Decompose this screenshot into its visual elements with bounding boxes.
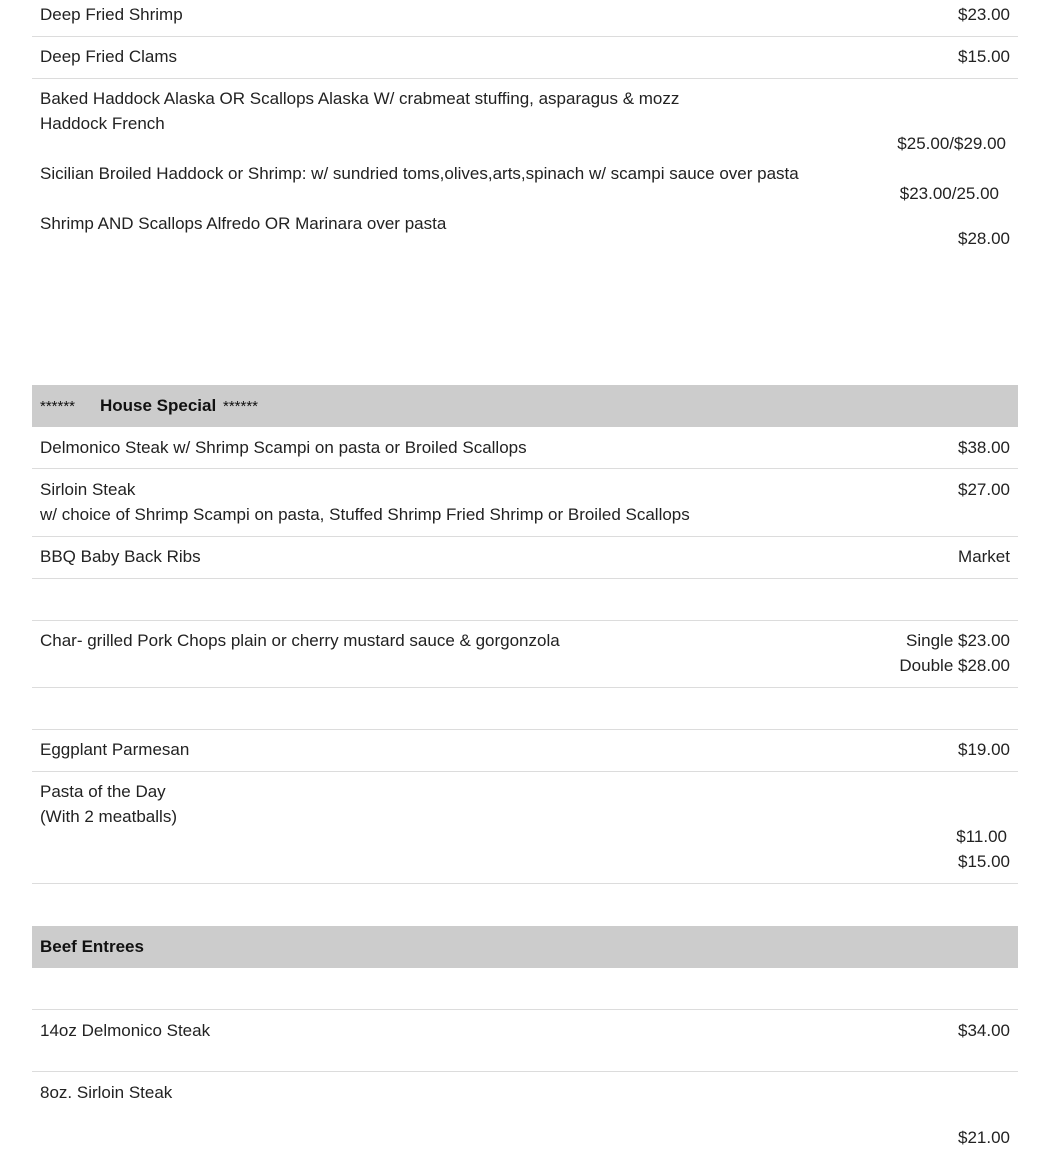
menu-item-eggplant: [32, 730, 1018, 772]
item-price: $34.00: [958, 1021, 1010, 1040]
menu-item-delmonico-14oz: [32, 1010, 1018, 1072]
menu-item-deep-fried-shrimp: [32, 0, 1018, 37]
item-price: $28.00: [958, 229, 1010, 248]
section-header-house-special: [32, 385, 1018, 427]
menu-item-delmonico-scampi: [32, 427, 1018, 469]
decorative-stars: ******: [223, 398, 259, 415]
item-price: $15.00: [958, 47, 1010, 66]
item-price: $11.00: [956, 827, 1007, 846]
empty-row: [32, 968, 1018, 1010]
item-name: Shrimp AND Scallops Alfredo OR Marinara over pasta: [40, 214, 447, 233]
menu-item-deep-fried-clams: [32, 37, 1018, 79]
item-price-double: Double $28.00: [899, 656, 1010, 675]
item-price: $23.00/25.00: [899, 184, 999, 203]
section-title: Beef Entrees: [40, 937, 144, 956]
item-name: Deep Fried Shrimp: [40, 5, 183, 24]
item-detail: w/ choice of Shrimp Scampi on pasta, Stuffed Shrimp Fried Shrimp or Broiled Scallops: [40, 505, 690, 524]
item-name: Sirloin Steak: [40, 480, 136, 499]
item-name: 14oz Delmonico Steak: [40, 1021, 211, 1040]
menu-item-pasta-of-day: [32, 772, 1018, 884]
section-title: House Special: [100, 396, 217, 415]
item-price: $21.00: [958, 1128, 1010, 1147]
item-name: Haddock French: [40, 114, 165, 133]
item-name: 8oz. Sirloin Steak: [40, 1083, 173, 1102]
menu-item-sirloin-8oz: [32, 1072, 1018, 1150]
item-price: $23.00: [958, 5, 1010, 24]
item-name: Pasta of the Day: [40, 782, 166, 801]
decorative-stars: ******: [40, 398, 76, 415]
item-name: Eggplant Parmesan: [40, 740, 190, 759]
item-name: Baked Haddock Alaska OR Scallops Alaska W/ crabmeat stuffing, asparagus & mozz: [40, 89, 680, 108]
menu-item-bbq-ribs: [32, 537, 1018, 579]
item-price: $15.00: [958, 852, 1010, 871]
item-name: Delmonico Steak w/ Shrimp Scampi on pasta or Broiled Scallops: [40, 438, 527, 457]
section-header-beef-entrees: [32, 926, 1018, 968]
empty-row: [32, 884, 1018, 926]
item-detail: (With 2 meatballs): [40, 807, 177, 826]
item-price: $25.00/$29.00: [897, 134, 1006, 153]
menu-group-haddock-pasta: [32, 79, 1018, 385]
item-price: Market: [958, 547, 1010, 566]
item-price-single: Single $23.00: [906, 631, 1010, 650]
item-name: Sicilian Broiled Haddock or Shrimp: w/ sundried toms,olives,arts,spinach w/ scampi sauce over pasta: [40, 164, 799, 183]
item-name: Char- grilled Pork Chops plain or cherry mustard sauce & gorgonzola: [40, 631, 560, 650]
item-price: $27.00: [958, 480, 1010, 499]
item-name: Deep Fried Clams: [40, 47, 177, 66]
empty-row: [32, 579, 1018, 621]
menu-item-pork-chops: [32, 621, 1018, 688]
item-price: $38.00: [958, 438, 1010, 457]
menu-item-sirloin: [32, 469, 1018, 537]
item-name: BBQ Baby Back Ribs: [40, 547, 201, 566]
empty-row: [32, 688, 1018, 730]
item-price: $19.00: [958, 740, 1010, 759]
